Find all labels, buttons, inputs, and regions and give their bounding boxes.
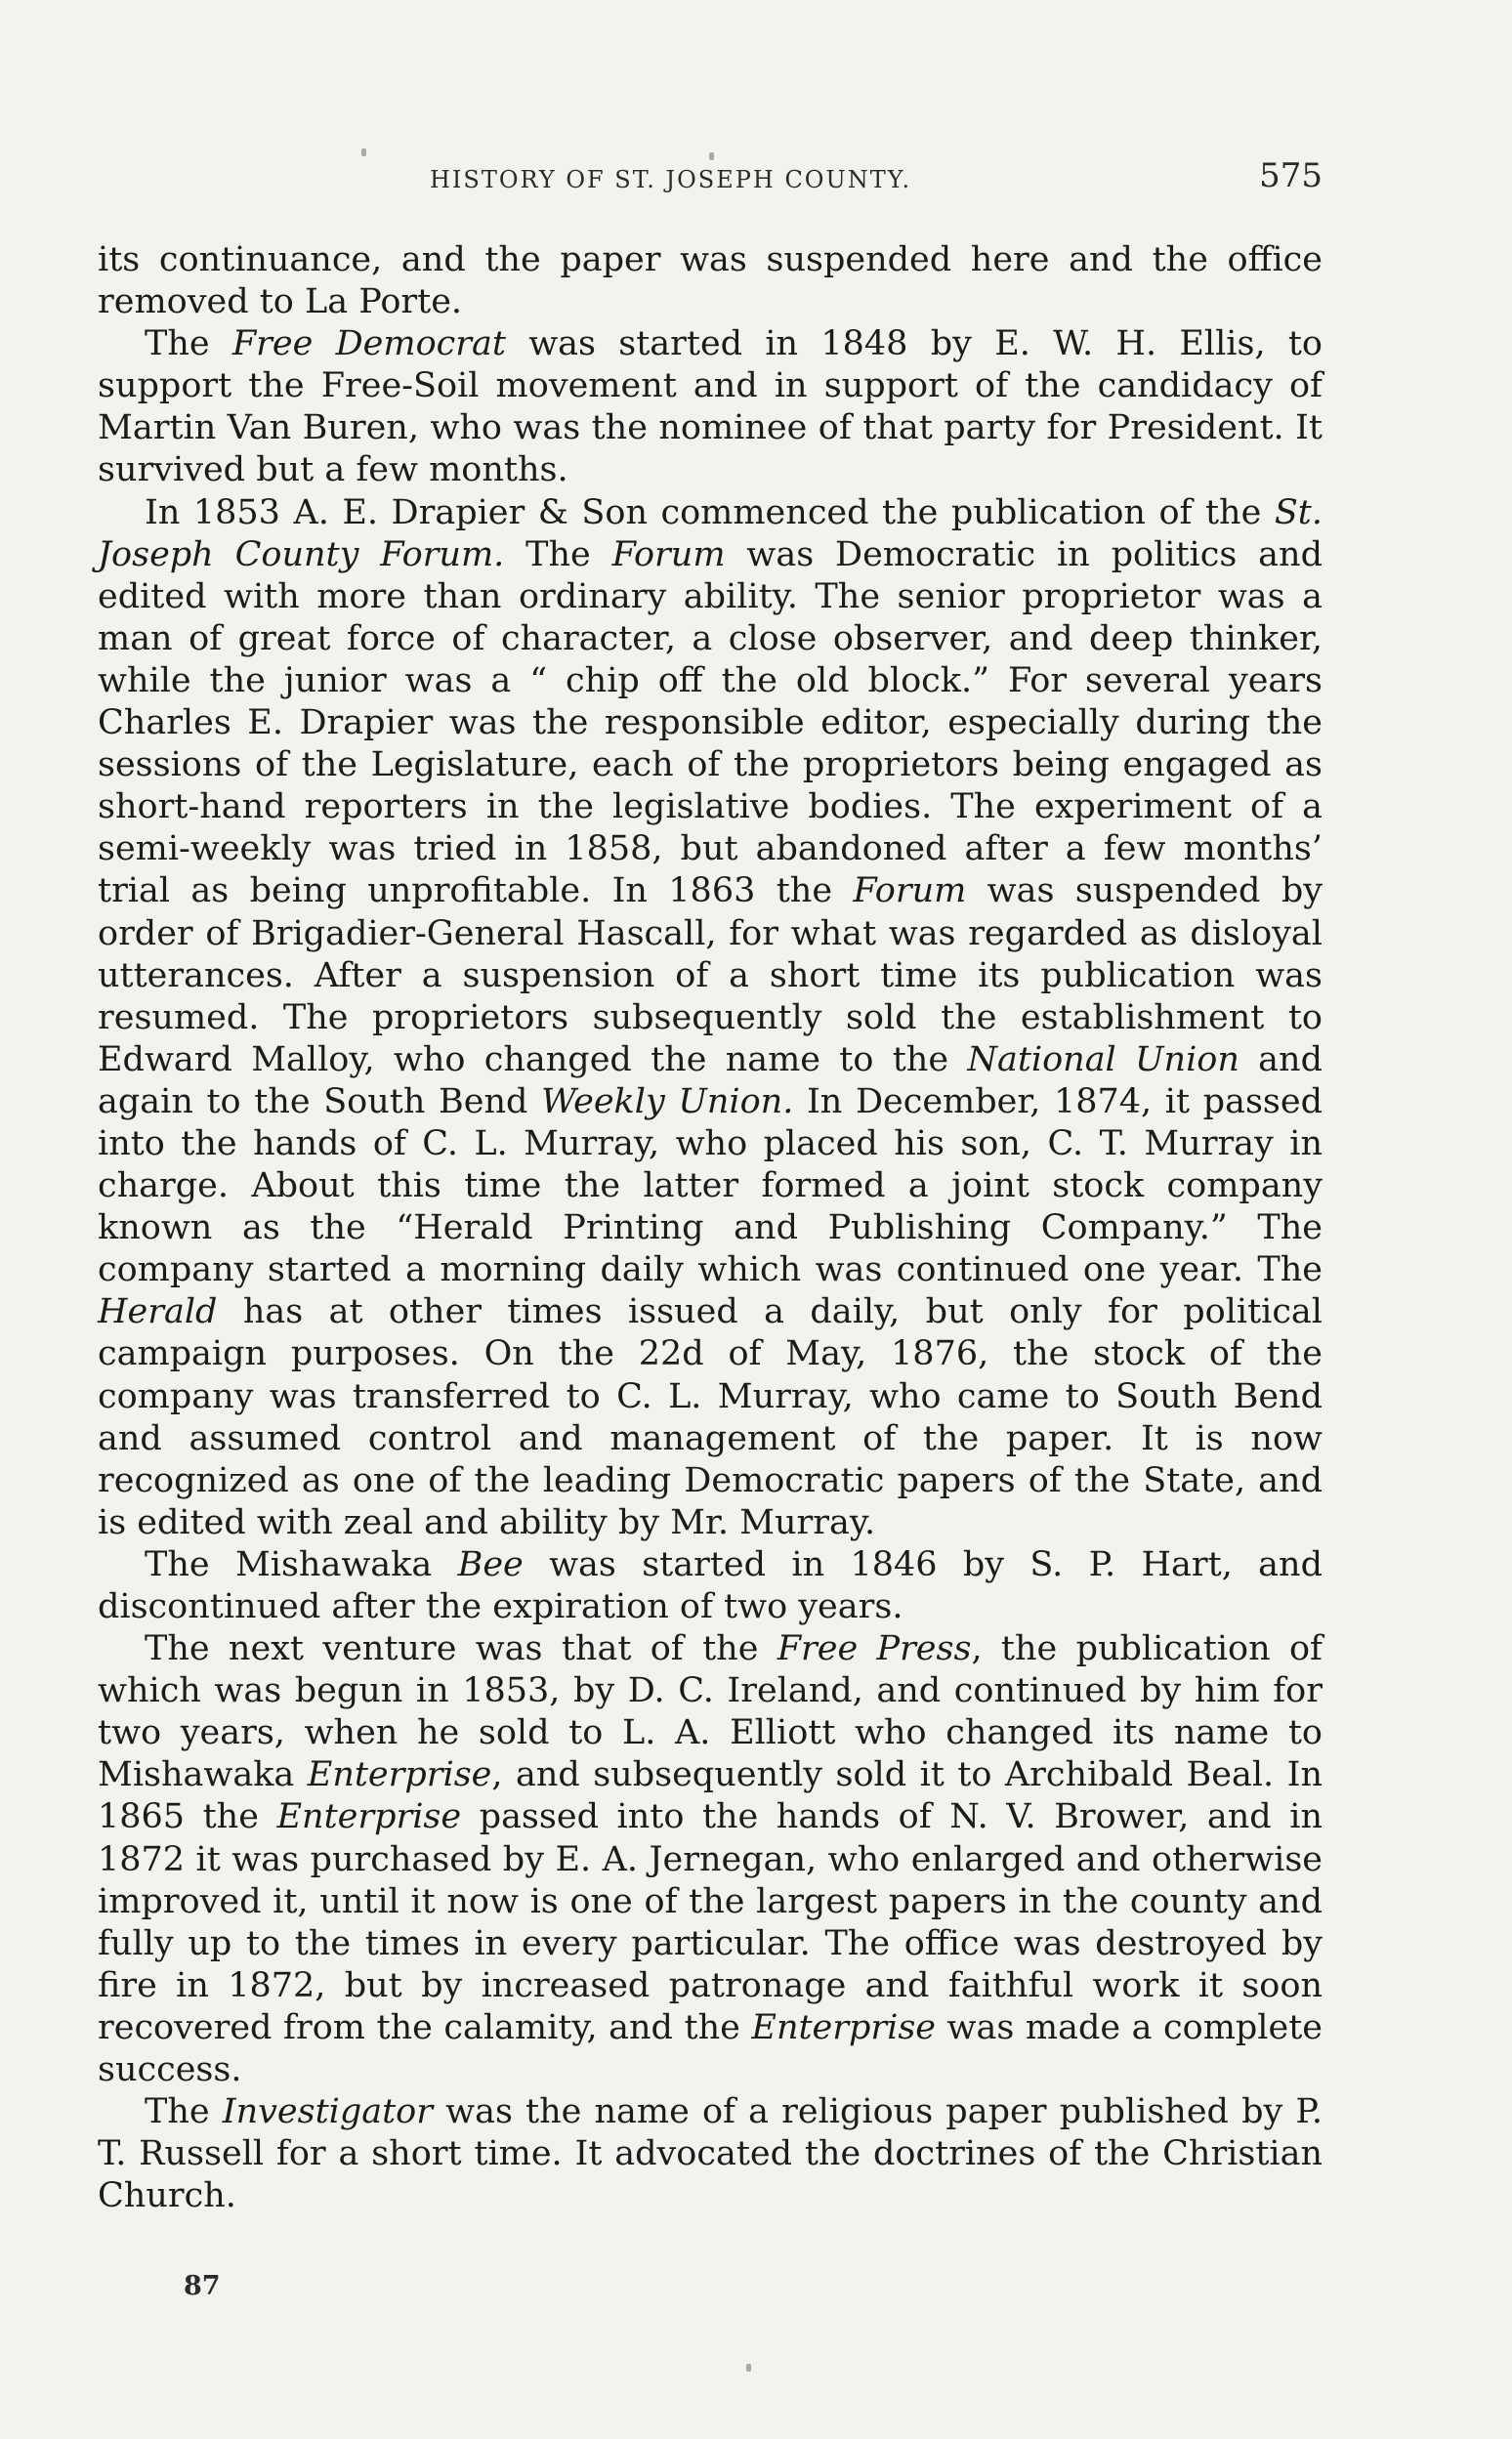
- text-run: The next venture was that of the: [145, 1629, 777, 1669]
- text-run: The: [145, 324, 232, 364]
- newspaper-title: Herald: [98, 1292, 218, 1332]
- text-run: was suspended by order of Brigadier-General Hascall, for what was regarded as disloyal utterances. After a suspension of a short time its publication was resumed. The proprietors subsequently sold the establishment to Edward Malloy, who changed the name to the: [98, 871, 1323, 1079]
- ink-speck: [746, 2364, 751, 2372]
- text-run: was made a complete success.: [98, 2007, 1323, 2090]
- text-run: was started in 1846 by S. P. Hart, and discontinued after the expiration of two years.: [98, 1544, 1323, 1626]
- text-run: was Democratic in politics and edited with more than ordinary ability. The senior proprietor was a man of great force of character, a close observer, and deep thinker, while the junior was a “ chip off the old block.” For several years Charles E. Drapier was the responsible editor, especially during the sessions of the Legislature, each of the proprietors being engaged as short-hand reporters in the legislative bodies. The experiment of a semi-weekly was tried in 1858, but abandoned after a few months’ trial as being unprofitable. In 1863 the: [98, 534, 1323, 911]
- paragraph-2: [98, 323, 1323, 491]
- text-run: passed into the hands of N. V. Brower, and in 1872 it was purchased by E. A. Jernegan, who enlarged and otherwise improved it, until it now is one of the largest papers in the county and fully up to the times in every particular. The office was destroyed by fire in 1872, but by increased patronage and faithful work it soon recovered from the calamity, and the: [98, 1797, 1323, 2047]
- text-run: The: [504, 534, 612, 574]
- newspaper-title: Forum: [611, 534, 726, 574]
- newspaper-title: St. Joseph County Forum.: [98, 492, 1323, 574]
- newspaper-title: Enterprise: [276, 1797, 462, 1837]
- newspaper-title: Investigator: [222, 2092, 433, 2132]
- newspaper-title: National Union: [967, 1039, 1239, 1079]
- newspaper-title: Enterprise: [307, 1755, 492, 1795]
- text-run: its continuance, and the paper was suspended here and the office removed to La Porte.: [98, 240, 1323, 322]
- signature-mark: 87: [184, 2271, 221, 2301]
- newspaper-title: Free Democrat: [231, 324, 506, 364]
- text-run: The Mishawaka: [145, 1544, 458, 1584]
- newspaper-title: Forum: [853, 871, 967, 911]
- text-run: In December, 1874, it passed into the hands of C. L. Murray, who placed his son, C. T. Murray in charge. About this time the latter formed a joint stock company known as the “Herald Printing and Publishing Company.” The company started a morning daily which was continued one year. The: [98, 1081, 1323, 1290]
- newspaper-title: Bee: [457, 1544, 524, 1584]
- text-run: and again to the South Bend: [98, 1039, 1323, 1121]
- text-run: , and subsequently sold it to Archibald Beal. In 1865 the: [98, 1755, 1323, 1837]
- body-text: [98, 239, 1323, 2217]
- page-number: 575: [1259, 156, 1323, 195]
- paragraph-4: [98, 1544, 1323, 1628]
- text-run: was started in 1848 by E. W. H. Ellis, to support the Free-Soil movement and in support of the candidacy of Martin Van Buren, who was the nominee of that party for President. It survived but a few months.: [98, 324, 1323, 490]
- running-title: HISTORY OF ST. JOSEPH COUNTY.: [430, 166, 912, 193]
- paragraph-3: [98, 492, 1323, 1544]
- ink-speck: [709, 152, 714, 160]
- text-run: was the name of a religious paper published by P. T. Russell for a short time. It advocated the doctrines of the Christian Church.: [98, 2092, 1323, 2216]
- newspaper-title: Weekly Union.: [541, 1081, 794, 1121]
- text-run: The: [145, 2092, 223, 2132]
- newspaper-title: Free Press: [777, 1629, 972, 1669]
- running-head: [98, 156, 1323, 205]
- text-run: , the publication of which was begun in 1853, by D. C. Ireland, and continued by him for two years, when he sold to L. A. Elliott who changed its name to Mishawaka: [98, 1629, 1323, 1795]
- paragraph-6: [98, 2091, 1323, 2217]
- text-run: In 1853 A. E. Drapier & Son commenced the publication of the: [145, 492, 1275, 532]
- text-run: has at other times issued a daily, but only for political campaign purposes. On the 22d of May, 1876, the stock of the company was transferred to C. L. Murray, who came to South Bend and assumed control and management of the paper. It is now recognized as one of the leading Democratic papers of the State, and is edited with zeal and ability by Mr. Murray.: [98, 1292, 1323, 1542]
- paragraph-5: [98, 1628, 1323, 2091]
- ink-speck: [361, 148, 366, 156]
- newspaper-title: Enterprise: [751, 2007, 936, 2047]
- paragraph-1: [98, 239, 1323, 323]
